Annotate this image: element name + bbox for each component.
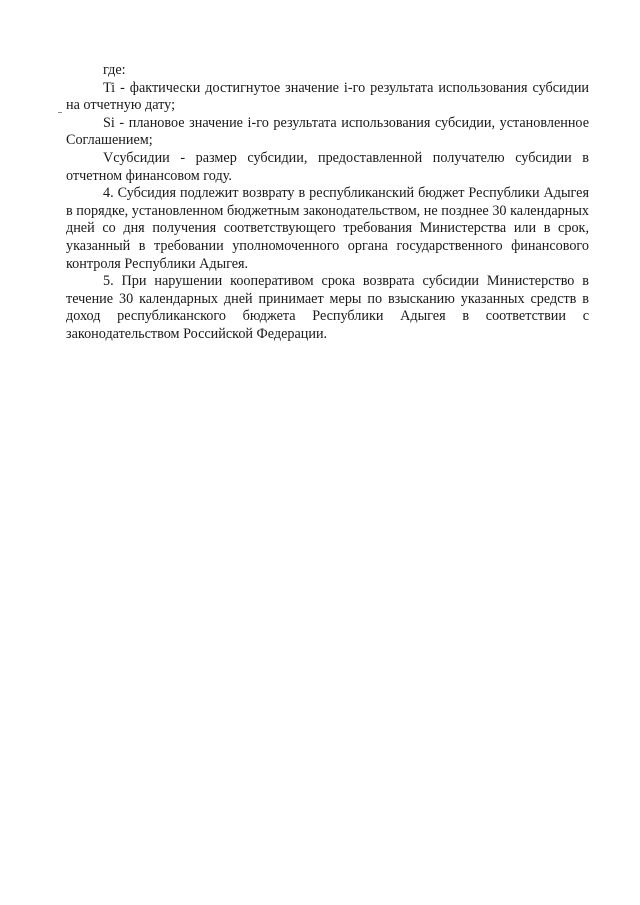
paragraph-where: где: <box>103 62 126 78</box>
document-body <box>66 62 589 344</box>
paragraph-item-4: 4. Субсидия подлежит возврату в республиканский бюджет Республики Адыгея в порядке, установленном бюджетным законодательством, не позднее 30 календарных дней со дня получения соответствующего требования Министерства или в срок, указанный в требовании уполномоченного органа государственного финансового контроля Республики Адыгея. <box>66 185 589 272</box>
paragraph-ti-definition: Ti - фактически достигнутое значение i-го результата использования субсидии на отчетную дату; <box>66 79 589 114</box>
paragraph-si-definition: Si - плановое значение i-го результата использования субсидии, установленное Соглашением; <box>66 114 589 149</box>
paragraph-item-5: 5. При нарушении кооперативом срока возврата субсидии Министерство в течение 30 календарных дней принимает меры по взысканию указанных средств в доход республиканского бюджета Республики Адыгея в соответствии с законодательством Российской Федерации. <box>66 273 589 342</box>
scan-mark <box>58 112 62 113</box>
paragraph-v-definition: Vсубсидии - размер субсидии, предоставленной получателю субсидии в отчетном финансовом году. <box>66 149 589 184</box>
